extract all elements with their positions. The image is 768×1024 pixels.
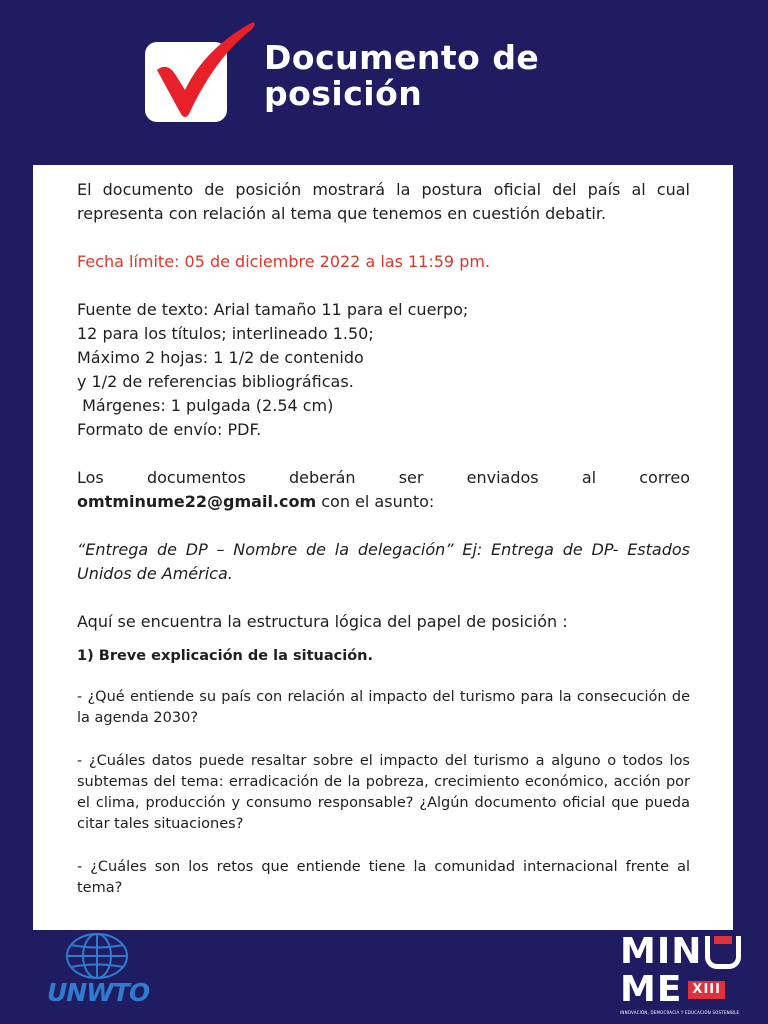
email-subject: “Entrega de DP – Nombre de la delegación” Ej: Entrega de DP- Estados Unidos de América. xyxy=(77,540,690,583)
document-body xyxy=(77,178,690,899)
format-line: 12 para los títulos; interlineado 1.50; xyxy=(77,324,374,343)
send-instructions xyxy=(77,466,690,514)
question-item: - ¿Cuáles son los retos que entiende tiene la comunidad internacional frente al tema? xyxy=(77,859,690,896)
format-line: Márgenes: 1 pulgada (2.54 cm) xyxy=(77,396,334,415)
checkmark-icon xyxy=(145,18,260,122)
unwto-logo-text: UNWTO xyxy=(47,978,150,1007)
format-requirements xyxy=(77,298,690,442)
question-item: - ¿Qué entiende su país con relación al impacto del turismo para la consecución de la agenda 2030? xyxy=(77,689,690,726)
deadline-text: Fecha límite: 05 de diciembre 2022 a las 11:59 pm. xyxy=(77,252,491,271)
send-line: Los documentos deberán ser enviados al correo xyxy=(77,468,690,487)
format-line: Fuente de texto: Arial tamaño 11 para el cuerpo; xyxy=(77,300,469,319)
question-item: - ¿Cuáles datos puede resaltar sobre el impacto del turismo a alguno o todos los subtemas del tema: erradicación de la pobreza, crecimiento económico, acción por el clima, producción y consumo responsable? ¿Algún documento oficial que pueda citar tales situaciones? xyxy=(77,753,690,832)
minume-logo: MIN ME XIII xyxy=(620,933,741,1009)
header xyxy=(0,0,768,165)
logo-badge: XIII xyxy=(688,981,725,999)
format-line: Formato de envío: PDF. xyxy=(77,420,262,439)
intro-paragraph: El documento de posición mostrará la postura oficial del país al cual representa con relación al tema que tenemos en cuestión debatir. xyxy=(77,180,690,223)
logo-u-shape xyxy=(705,936,741,969)
send-line-2: omtminume22@gmail.com con el asunto: xyxy=(77,492,435,511)
email-link[interactable]: omtminume22@gmail.com xyxy=(77,492,317,511)
section-heading: 1) Breve explicación de la situación. xyxy=(77,648,373,664)
structure-intro: Aquí se encuentra la estructura lógica del papel de posición : xyxy=(77,612,568,631)
minume-tagline: INNOVACIÓN, DEMOCRACIA Y EDUCACIÓN SOSTENIBLE xyxy=(620,1010,740,1015)
format-line: Máximo 2 hojas: 1 1/2 de contenido xyxy=(77,348,364,367)
page-title: Documento de posición xyxy=(264,38,540,113)
format-line: y 1/2 de referencias bibliográficas. xyxy=(77,372,354,391)
